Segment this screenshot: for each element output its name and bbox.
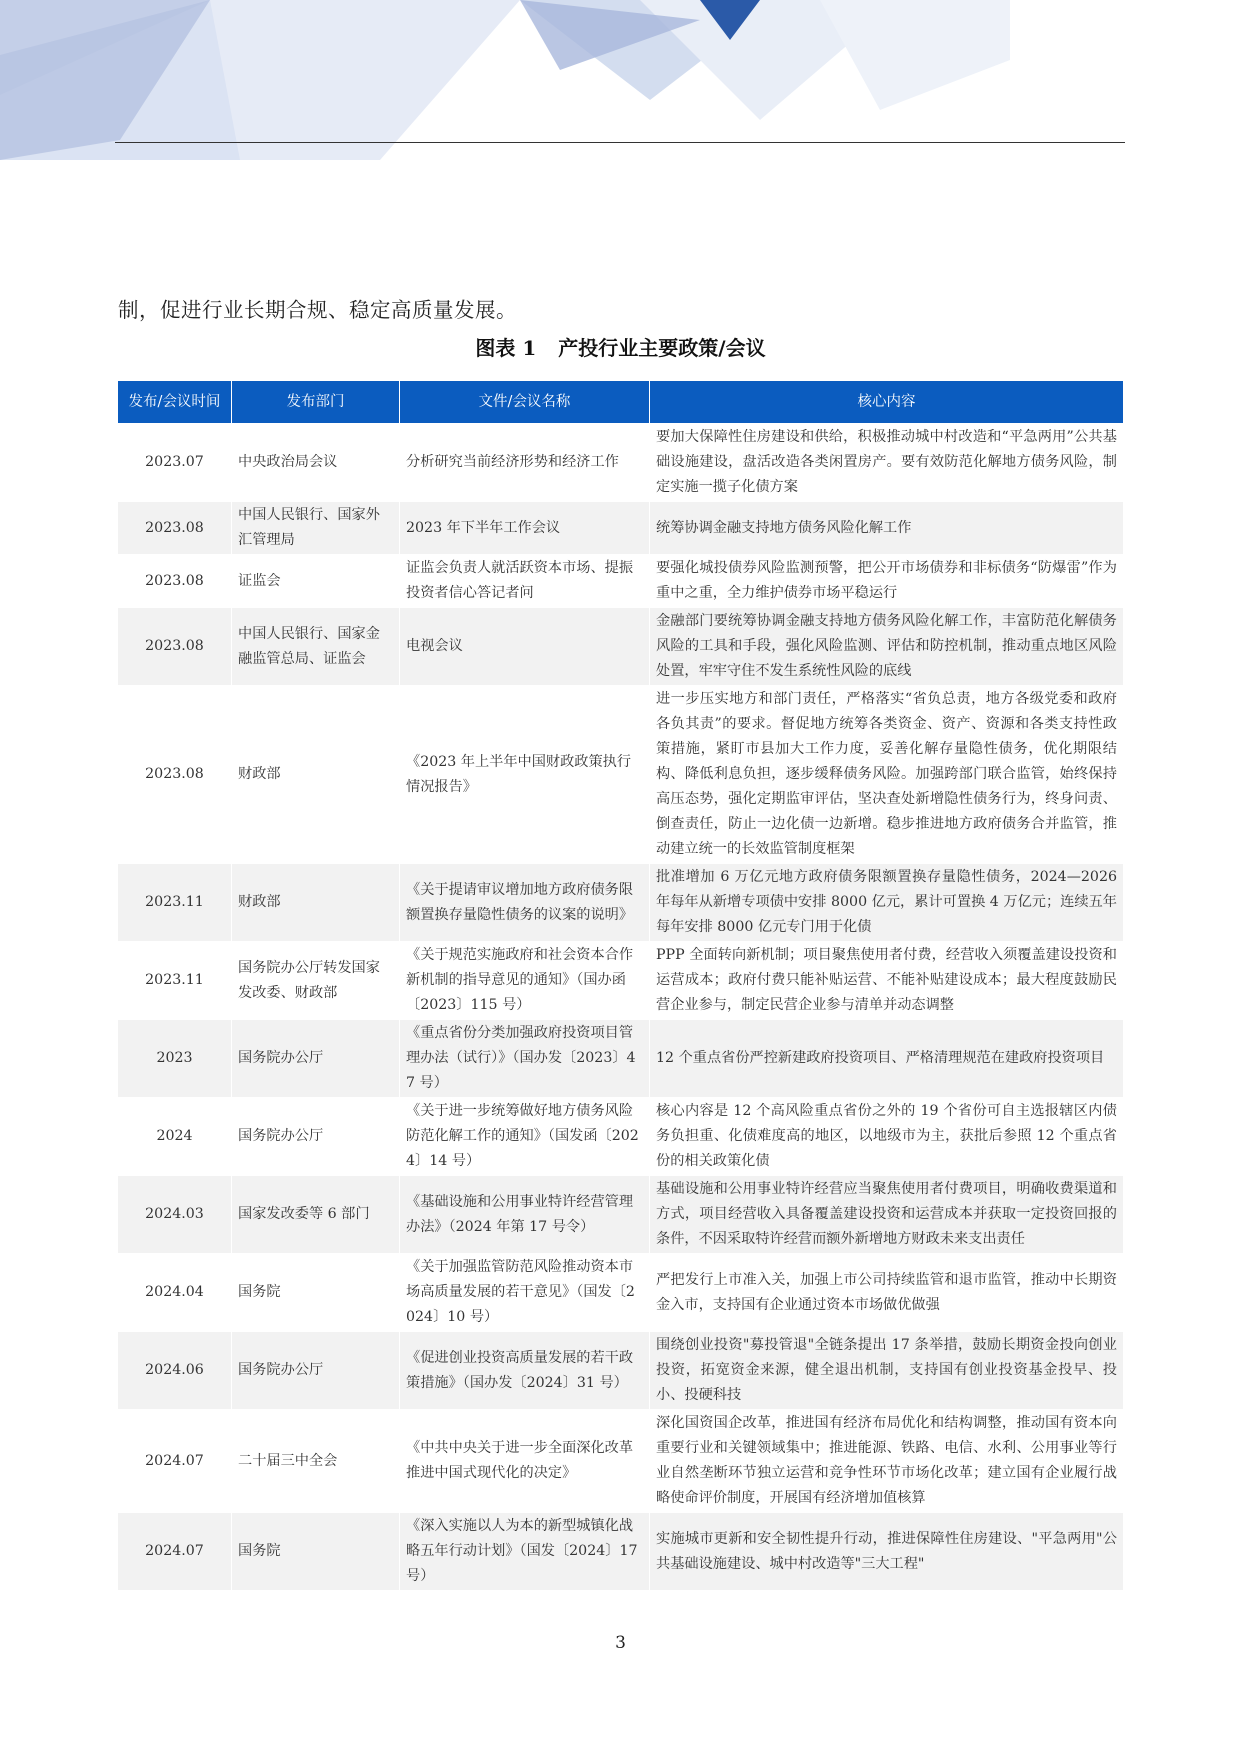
cell-date: 2024.06: [118, 1332, 232, 1410]
cell-date: 2024.07: [118, 1410, 232, 1513]
cell-document: 《关于规范实施政府和社会资本合作新机制的指导意见的通知》（国办函〔2023〕115 号）: [400, 942, 650, 1020]
caption-label: 图表 1: [475, 336, 537, 360]
cell-content: 深化国资国企改革，推进国有经济布局优化和结构调整，推动国有资本向重要行业和关键领域集中；推进能源、铁路、电信、水利、公用事业等行业自然垄断环节独立运营和竞争性环节市场化改革；建立国有企业履行战略使命评价制度，开展国有经济增加值核算: [650, 1410, 1124, 1513]
cell-department: 国务院办公厅: [232, 1098, 400, 1176]
cell-document: 《重点省份分类加强政府投资项目管理办法（试行）》（国办发〔2023〕47 号）: [400, 1020, 650, 1098]
cell-content: 批准增加 6 万亿元地方政府债务限额置换存量隐性债务，2024—2026 年每年从新增专项债中安排 8000 亿元，累计可置换 4 万亿元；连续五年每年安排 8000 亿元专门用于化债: [650, 864, 1124, 942]
cell-content: 围绕创业投资"募投管退"全链条提出 17 条举措，鼓励长期资金投向创业投资，拓宽资金来源，健全退出机制，支持国有创业投资基金投早、投小、投硬科技: [650, 1332, 1124, 1410]
cell-content: 12 个重点省份严控新建政府投资项目、严格清理规范在建政府投资项目: [650, 1020, 1124, 1098]
cell-document: 《关于加强监管防范风险推动资本市场高质量发展的若干意见》（国发〔2024〕10 号）: [400, 1254, 650, 1332]
header-department: 发布部门: [232, 381, 400, 424]
table-row: [118, 1020, 1124, 1098]
page-number: 3: [615, 1633, 626, 1653]
cell-department: 财政部: [232, 864, 400, 942]
cell-document: 证监会负责人就活跃资本市场、提振投资者信心答记者问: [400, 555, 650, 608]
table-row: [118, 555, 1124, 608]
header-rule: [115, 142, 1125, 143]
cell-document: 《2023 年上半年中国财政政策执行情况报告》: [400, 686, 650, 864]
cell-content: 统筹协调金融支持地方债务风险化解工作: [650, 502, 1124, 555]
cell-content: 核心内容是 12 个高风险重点省份之外的 19 个省份可自主选报辖区内债务负担重、化债难度高的地区，以地级市为主，获批后参照 12 个重点省份的相关政策化债: [650, 1098, 1124, 1176]
cell-document: 《关于提请审议增加地方政府债务限额置换存量隐性债务的议案的说明》: [400, 864, 650, 942]
policy-table: [117, 380, 1124, 1591]
cell-department: 国务院: [232, 1513, 400, 1591]
cell-document: 2023 年下半年工作会议: [400, 502, 650, 555]
cell-document: 《中共中央关于进一步全面深化改革 推进中国式现代化的决定》: [400, 1410, 650, 1513]
cell-document: 《基础设施和公用事业特许经营管理办法》（2024 年第 17 号令）: [400, 1176, 650, 1254]
cell-content: 金融部门要统筹协调金融支持地方债务风险化解工作，丰富防范化解债务风险的工具和手段，强化风险监测、评估和防控机制，推动重点地区风险处置，牢牢守住不发生系统性风险的底线: [650, 608, 1124, 686]
cell-department: 中国人民银行、国家外汇管理局: [232, 502, 400, 555]
table-row: [118, 1254, 1124, 1332]
lead-paragraph: 制，促进行业长期合规、稳定高质量发展。: [118, 297, 517, 322]
table-row: [118, 942, 1124, 1020]
cell-content: PPP 全面转向新机制；项目聚焦使用者付费，经营收入须覆盖建设投资和运营成本；政府付费只能补贴运营、不能补贴建设成本；最大程度鼓励民营企业参与，制定民营企业参与清单并动态调整: [650, 942, 1124, 1020]
header-document: 文件/会议名称: [400, 381, 650, 424]
cell-date: 2023.08: [118, 502, 232, 555]
table-row: [118, 864, 1124, 942]
cell-department: 二十届三中全会: [232, 1410, 400, 1513]
cell-document: 《促进创业投资高质量发展的若干政策措施》（国办发〔2024〕31 号）: [400, 1332, 650, 1410]
cell-department: 国务院办公厅: [232, 1020, 400, 1098]
cell-date: 2024.04: [118, 1254, 232, 1332]
cell-department: 证监会: [232, 555, 400, 608]
cell-date: 2024: [118, 1098, 232, 1176]
caption-title: 产投行业主要政策/会议: [558, 336, 766, 360]
cell-date: 2023.11: [118, 864, 232, 942]
cell-document: 《深入实施以人为本的新型城镇化战略五年行动计划》（国发〔2024〕17 号）: [400, 1513, 650, 1591]
cell-date: 2023.08: [118, 608, 232, 686]
cell-department: 中国人民银行、国家金融监管总局、证监会: [232, 608, 400, 686]
cell-date: 2023.11: [118, 942, 232, 1020]
table-header-row: [118, 381, 1124, 424]
cell-content: 进一步压实地方和部门责任，严格落实“省负总责，地方各级党委和政府各负其责”的要求。督促地方统筹各类资金、资产、资源和各类支持性政策措施，紧盯市县加大工作力度，妥善化解存量隐性债务，优化期限结构、降低利息负担，逐步缓释债务风险。加强跨部门联合监管，始终保持高压态势，强化定期监审评估，坚决查处新增隐性债务行为，终身问责、倒查责任，防止一边化债一边新增。稳步推进地方政府债务合并监管，推动建立统一的长效监管制度框架: [650, 686, 1124, 864]
cell-content: 要强化城投债券风险监测预警，把公开市场债券和非标债务“防爆雷”作为重中之重，全力维护债券市场平稳运行: [650, 555, 1124, 608]
table-row: [118, 1513, 1124, 1591]
cell-date: 2024.03: [118, 1176, 232, 1254]
cell-department: 国务院办公厅: [232, 1332, 400, 1410]
table-row: [118, 686, 1124, 864]
table-row: [118, 424, 1124, 502]
table-row: [118, 608, 1124, 686]
header-date: 发布/会议时间: [118, 381, 232, 424]
table-row: [118, 1098, 1124, 1176]
cell-department: 国家发改委等 6 部门: [232, 1176, 400, 1254]
cell-document: 电视会议: [400, 608, 650, 686]
cell-date: 2023.08: [118, 686, 232, 864]
cell-content: 严把发行上市准入关，加强上市公司持续监管和退市监管，推动中长期资金入市，支持国有企业通过资本市场做优做强: [650, 1254, 1124, 1332]
table-caption: [0, 332, 1241, 361]
cell-department: 中央政治局会议: [232, 424, 400, 502]
cell-date: 2024.07: [118, 1513, 232, 1591]
cell-department: 国务院: [232, 1254, 400, 1332]
cell-department: 国务院办公厅转发国家发改委、财政部: [232, 942, 400, 1020]
cell-document: 《关于进一步统筹做好地方债务风险防范化解工作的通知》（国发函〔2024〕14 号）: [400, 1098, 650, 1176]
cell-date: 2023.07: [118, 424, 232, 502]
cell-date: 2023.08: [118, 555, 232, 608]
cell-date: 2023: [118, 1020, 232, 1098]
table-row: [118, 1332, 1124, 1410]
table-row: [118, 502, 1124, 555]
cell-content: 实施城市更新和安全韧性提升行动，推进保障性住房建设、"平急两用"公共基础设施建设、城中村改造等"三大工程": [650, 1513, 1124, 1591]
cell-department: 财政部: [232, 686, 400, 864]
table-row: [118, 1410, 1124, 1513]
header-banner: [0, 0, 1241, 160]
cell-content: 要加大保障性住房建设和供给，积极推动城中村改造和“平急两用”公共基础设施建设，盘活改造各类闲置房产。要有效防范化解地方债务风险，制定实施一揽子化债方案: [650, 424, 1124, 502]
table-row: [118, 1176, 1124, 1254]
cell-document: 分析研究当前经济形势和经济工作: [400, 424, 650, 502]
cell-content: 基础设施和公用事业特许经营应当聚焦使用者付费项目，明确收费渠道和方式，项目经营收入具备覆盖建设投资和运营成本并获取一定投资回报的条件，不因采取特许经营而额外新增地方财政未来支出责任: [650, 1176, 1124, 1254]
header-content: 核心内容: [650, 381, 1124, 424]
